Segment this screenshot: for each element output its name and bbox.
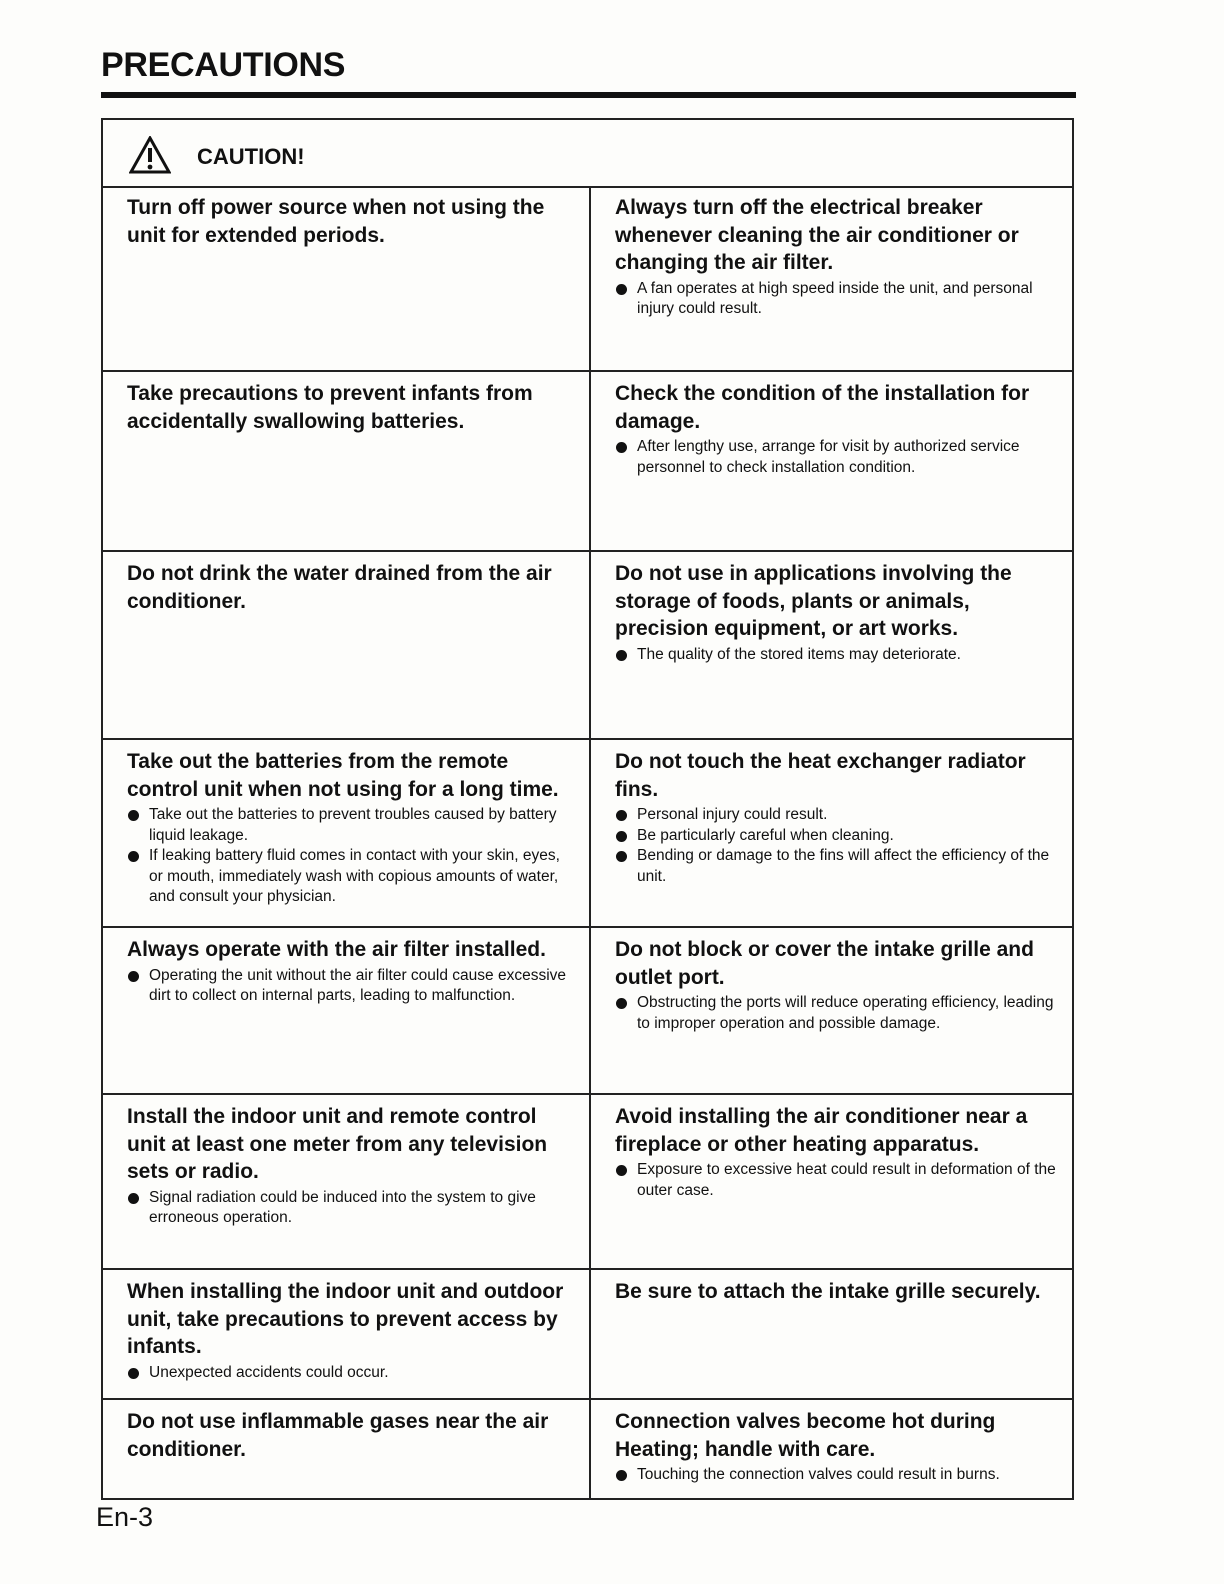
precaution-bullet-list bbox=[615, 437, 1058, 478]
precaution-heading: Be sure to attach the intake grille securely. bbox=[615, 1280, 1041, 1303]
precaution-heading: Avoid installing the air conditioner near a fireplace or other heating apparatus. bbox=[615, 1105, 1028, 1156]
precaution-cell-left bbox=[103, 552, 591, 738]
precaution-heading: Take precautions to prevent infants from accidentally swallowing batteries. bbox=[127, 382, 533, 433]
precaution-bullet-list bbox=[615, 1465, 1058, 1486]
precaution-bullet-list bbox=[127, 966, 575, 1007]
precaution-cell-right bbox=[591, 1270, 1072, 1398]
precaution-bullet-list bbox=[615, 645, 1058, 666]
precaution-bullet: Operating the unit without the air filter could cause excessive dirt to collect on internal parts, leading to malfunction. bbox=[127, 966, 575, 1007]
page-title: PRECAUTIONS bbox=[101, 46, 346, 84]
precaution-bullet-list bbox=[615, 993, 1058, 1034]
precaution-bullet: Signal radiation could be induced into the system to give erroneous operation. bbox=[127, 1188, 575, 1229]
precaution-bullet-list bbox=[615, 1160, 1058, 1201]
precaution-row bbox=[103, 372, 1072, 552]
precaution-heading: Do not block or cover the intake grille and outlet port. bbox=[615, 938, 1034, 989]
precaution-cell-left bbox=[103, 1400, 591, 1500]
precaution-row bbox=[103, 928, 1072, 1095]
precaution-bullet-list bbox=[127, 805, 575, 908]
precaution-cell-right bbox=[591, 928, 1072, 1093]
precaution-bullet: Take out the batteries to prevent troubles caused by battery liquid leakage. bbox=[127, 805, 575, 846]
caution-label: CAUTION! bbox=[197, 144, 305, 169]
precaution-bullet: Personal injury could result. bbox=[615, 805, 1058, 826]
precaution-cell-right bbox=[591, 1095, 1072, 1268]
precaution-heading: Check the condition of the installation for damage. bbox=[615, 382, 1030, 433]
precaution-heading: Do not touch the heat exchanger radiator fins. bbox=[615, 750, 1026, 801]
precaution-row bbox=[103, 1400, 1072, 1500]
precaution-row bbox=[103, 740, 1072, 928]
precaution-bullet: Be particularly careful when cleaning. bbox=[615, 826, 1058, 847]
precaution-heading: When installing the indoor unit and outdoor unit, take precautions to prevent access by infants. bbox=[127, 1280, 564, 1358]
precaution-cell-left bbox=[103, 928, 591, 1093]
caution-box bbox=[101, 118, 1074, 1500]
precaution-heading: Connection valves become hot during Heating; handle with care. bbox=[615, 1410, 996, 1461]
caution-header bbox=[103, 120, 1072, 188]
precaution-cell-left bbox=[103, 1270, 591, 1398]
warning-triangle-icon bbox=[129, 136, 171, 174]
precaution-heading: Always turn off the electrical breaker whenever cleaning the air conditioner or changing the air filter. bbox=[615, 196, 1019, 274]
precaution-row bbox=[103, 552, 1072, 740]
precaution-bullet-list bbox=[127, 1188, 575, 1229]
precaution-cell-right bbox=[591, 186, 1072, 370]
precaution-bullet: If leaking battery fluid comes in contact with your skin, eyes, or mouth, immediately wash with copious amounts of water, and consult your physician. bbox=[127, 846, 575, 908]
precaution-bullet: After lengthy use, arrange for visit by authorized service personnel to check installation condition. bbox=[615, 437, 1058, 478]
precaution-heading: Always operate with the air filter installed. bbox=[127, 938, 546, 961]
precaution-cell-left bbox=[103, 186, 591, 370]
page-number: En-3 bbox=[96, 1502, 154, 1532]
precaution-bullet: Exposure to excessive heat could result in deformation of the outer case. bbox=[615, 1160, 1058, 1201]
precaution-heading: Do not drink the water drained from the air conditioner. bbox=[127, 562, 552, 613]
precaution-heading: Do not use in applications involving the storage of foods, plants or animals, precision equipment, or art works. bbox=[615, 562, 1012, 640]
precaution-cell-left bbox=[103, 1095, 591, 1268]
precaution-bullet: Unexpected accidents could occur. bbox=[127, 1363, 575, 1384]
precaution-cell-right bbox=[591, 740, 1072, 926]
precaution-bullet: Obstructing the ports will reduce operating efficiency, leading to improper operation and possible damage. bbox=[615, 993, 1058, 1034]
precaution-bullet: The quality of the stored items may deteriorate. bbox=[615, 645, 1058, 666]
precaution-heading: Turn off power source when not using the unit for extended periods. bbox=[127, 196, 545, 247]
precaution-cell-left bbox=[103, 372, 591, 550]
precaution-heading: Take out the batteries from the remote control unit when not using for a long time. bbox=[127, 750, 559, 801]
precaution-row bbox=[103, 1095, 1072, 1270]
precaution-row bbox=[103, 1270, 1072, 1400]
precaution-bullet: A fan operates at high speed inside the unit, and personal injury could result. bbox=[615, 279, 1058, 320]
precaution-cell-left bbox=[103, 740, 591, 926]
precaution-heading: Install the indoor unit and remote control unit at least one meter from any television sets or radio. bbox=[127, 1105, 548, 1183]
precaution-cell-right bbox=[591, 552, 1072, 738]
precaution-bullet: Bending or damage to the fins will affect the efficiency of the unit. bbox=[615, 846, 1058, 887]
precaution-heading: Do not use inflammable gases near the air conditioner. bbox=[127, 1410, 549, 1461]
precaution-bullet-list bbox=[615, 279, 1058, 320]
precaution-cell-right bbox=[591, 372, 1072, 550]
title-rule bbox=[101, 92, 1076, 98]
precaution-cell-right bbox=[591, 1400, 1072, 1500]
precaution-bullet-list bbox=[615, 805, 1058, 887]
precaution-bullet: Touching the connection valves could result in burns. bbox=[615, 1465, 1058, 1486]
precaution-bullet-list bbox=[127, 1363, 575, 1384]
precaution-row bbox=[103, 186, 1072, 372]
